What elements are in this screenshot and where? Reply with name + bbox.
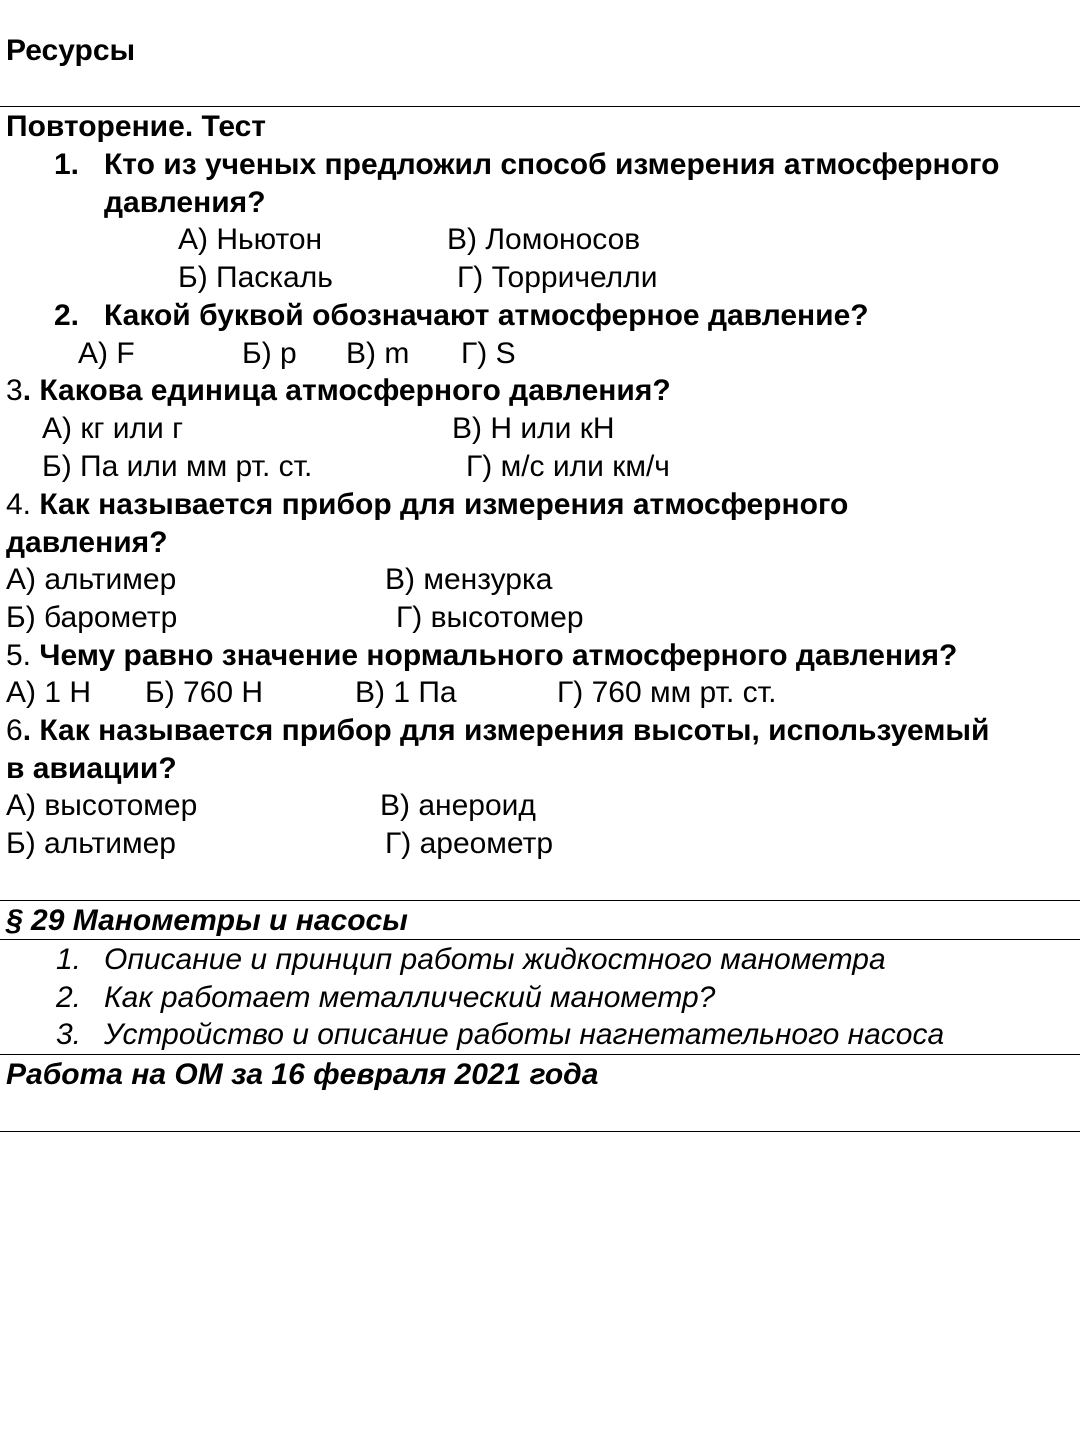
divider xyxy=(0,900,1080,901)
work-title: Работа на ОМ за 16 февраля 2021 года xyxy=(6,1058,599,1091)
q1-number: 1. xyxy=(54,148,80,181)
q6-number: 6 xyxy=(6,714,23,747)
q2-option-v: В) m xyxy=(346,337,410,370)
q2-text: Какой буквой обозначают атмосферное давление? xyxy=(104,299,869,332)
q1-option-b: Б) Паскаль xyxy=(178,261,333,294)
q6-question-line1 xyxy=(6,712,1080,750)
q3-text: . Какова единица атмосферного давления? xyxy=(22,374,671,407)
q1-option-g: Г) Торричелли xyxy=(457,261,658,294)
q4-option-g: Г) высотомер xyxy=(396,601,584,634)
q5-number: 5. xyxy=(6,639,40,672)
divider xyxy=(0,106,1080,107)
divider xyxy=(0,939,1080,940)
q5-option-a: А) 1 Н xyxy=(6,676,92,709)
q6-text-line1: . Как называется прибор для измерения высоты, используемый xyxy=(22,714,990,747)
q2-number: 2. xyxy=(54,299,80,332)
q3-option-a: А) кг или г xyxy=(42,412,184,445)
section-29-item-2: Как работает металлический манометр? xyxy=(104,981,716,1014)
q1-option-a: А) Ньютон xyxy=(178,223,323,256)
q5-option-v: В) 1 Па xyxy=(355,676,457,709)
section-29-item-1: Описание и принцип работы жидкостного манометра xyxy=(104,943,886,976)
q3-number: 3 xyxy=(6,374,23,407)
test-title: Повторение. Тест xyxy=(6,110,266,143)
section-29-item-3: Устройство и описание работы нагнетательного насоса xyxy=(104,1018,945,1051)
q6-option-g: Г) ареометр xyxy=(385,827,554,860)
q4-option-a: А) альтимер xyxy=(6,563,177,596)
page-title: Ресурсы xyxy=(6,34,136,67)
q1-option-v: В) Ломоносов xyxy=(447,223,641,256)
q4-number: 4. xyxy=(6,488,40,521)
q4-option-b: Б) барометр xyxy=(6,601,178,634)
q4-text-line2: давления? xyxy=(6,526,168,559)
q1-text-line2: давления? xyxy=(104,186,266,219)
section-29-item-1-number: 1. xyxy=(56,943,82,976)
q2-option-a: А) F xyxy=(78,337,135,370)
q1-text-line1: Кто из ученых предложил способ измерения атмосферного xyxy=(104,148,1000,181)
q5-option-g: Г) 760 мм рт. ст. xyxy=(557,676,777,709)
q4-question-line1 xyxy=(6,486,848,524)
q5-text: Чему равно значение нормального атмосферного давления? xyxy=(39,639,958,672)
q3-option-b: Б) Па или мм рт. ст. xyxy=(42,450,313,483)
q3-question xyxy=(6,372,671,410)
q2-option-b: Б) p xyxy=(242,337,297,370)
q6-option-v: В) анероид xyxy=(380,789,536,822)
section-29-item-2-number: 2. xyxy=(56,981,82,1014)
divider xyxy=(0,1054,1080,1055)
q2-option-g: Г) S xyxy=(461,337,516,370)
q6-text-line2: в авиации? xyxy=(6,752,177,785)
section-29-item-3-number: 3. xyxy=(56,1018,82,1051)
q6-option-a: А) высотомер xyxy=(6,789,198,822)
q3-option-g: Г) м/с или км/ч xyxy=(466,450,670,483)
divider xyxy=(0,1131,1080,1132)
q5-question xyxy=(6,637,957,675)
q5-option-b: Б) 760 Н xyxy=(145,676,264,709)
q4-option-v: В) мензурка xyxy=(385,563,553,596)
q4-text-line1: Как называется прибор для измерения атмосферного xyxy=(39,488,849,521)
section-29-title: § 29 Манометры и насосы xyxy=(6,904,408,937)
q3-option-v: В) Н или кН xyxy=(452,412,615,445)
q6-option-b: Б) альтимер xyxy=(6,827,176,860)
